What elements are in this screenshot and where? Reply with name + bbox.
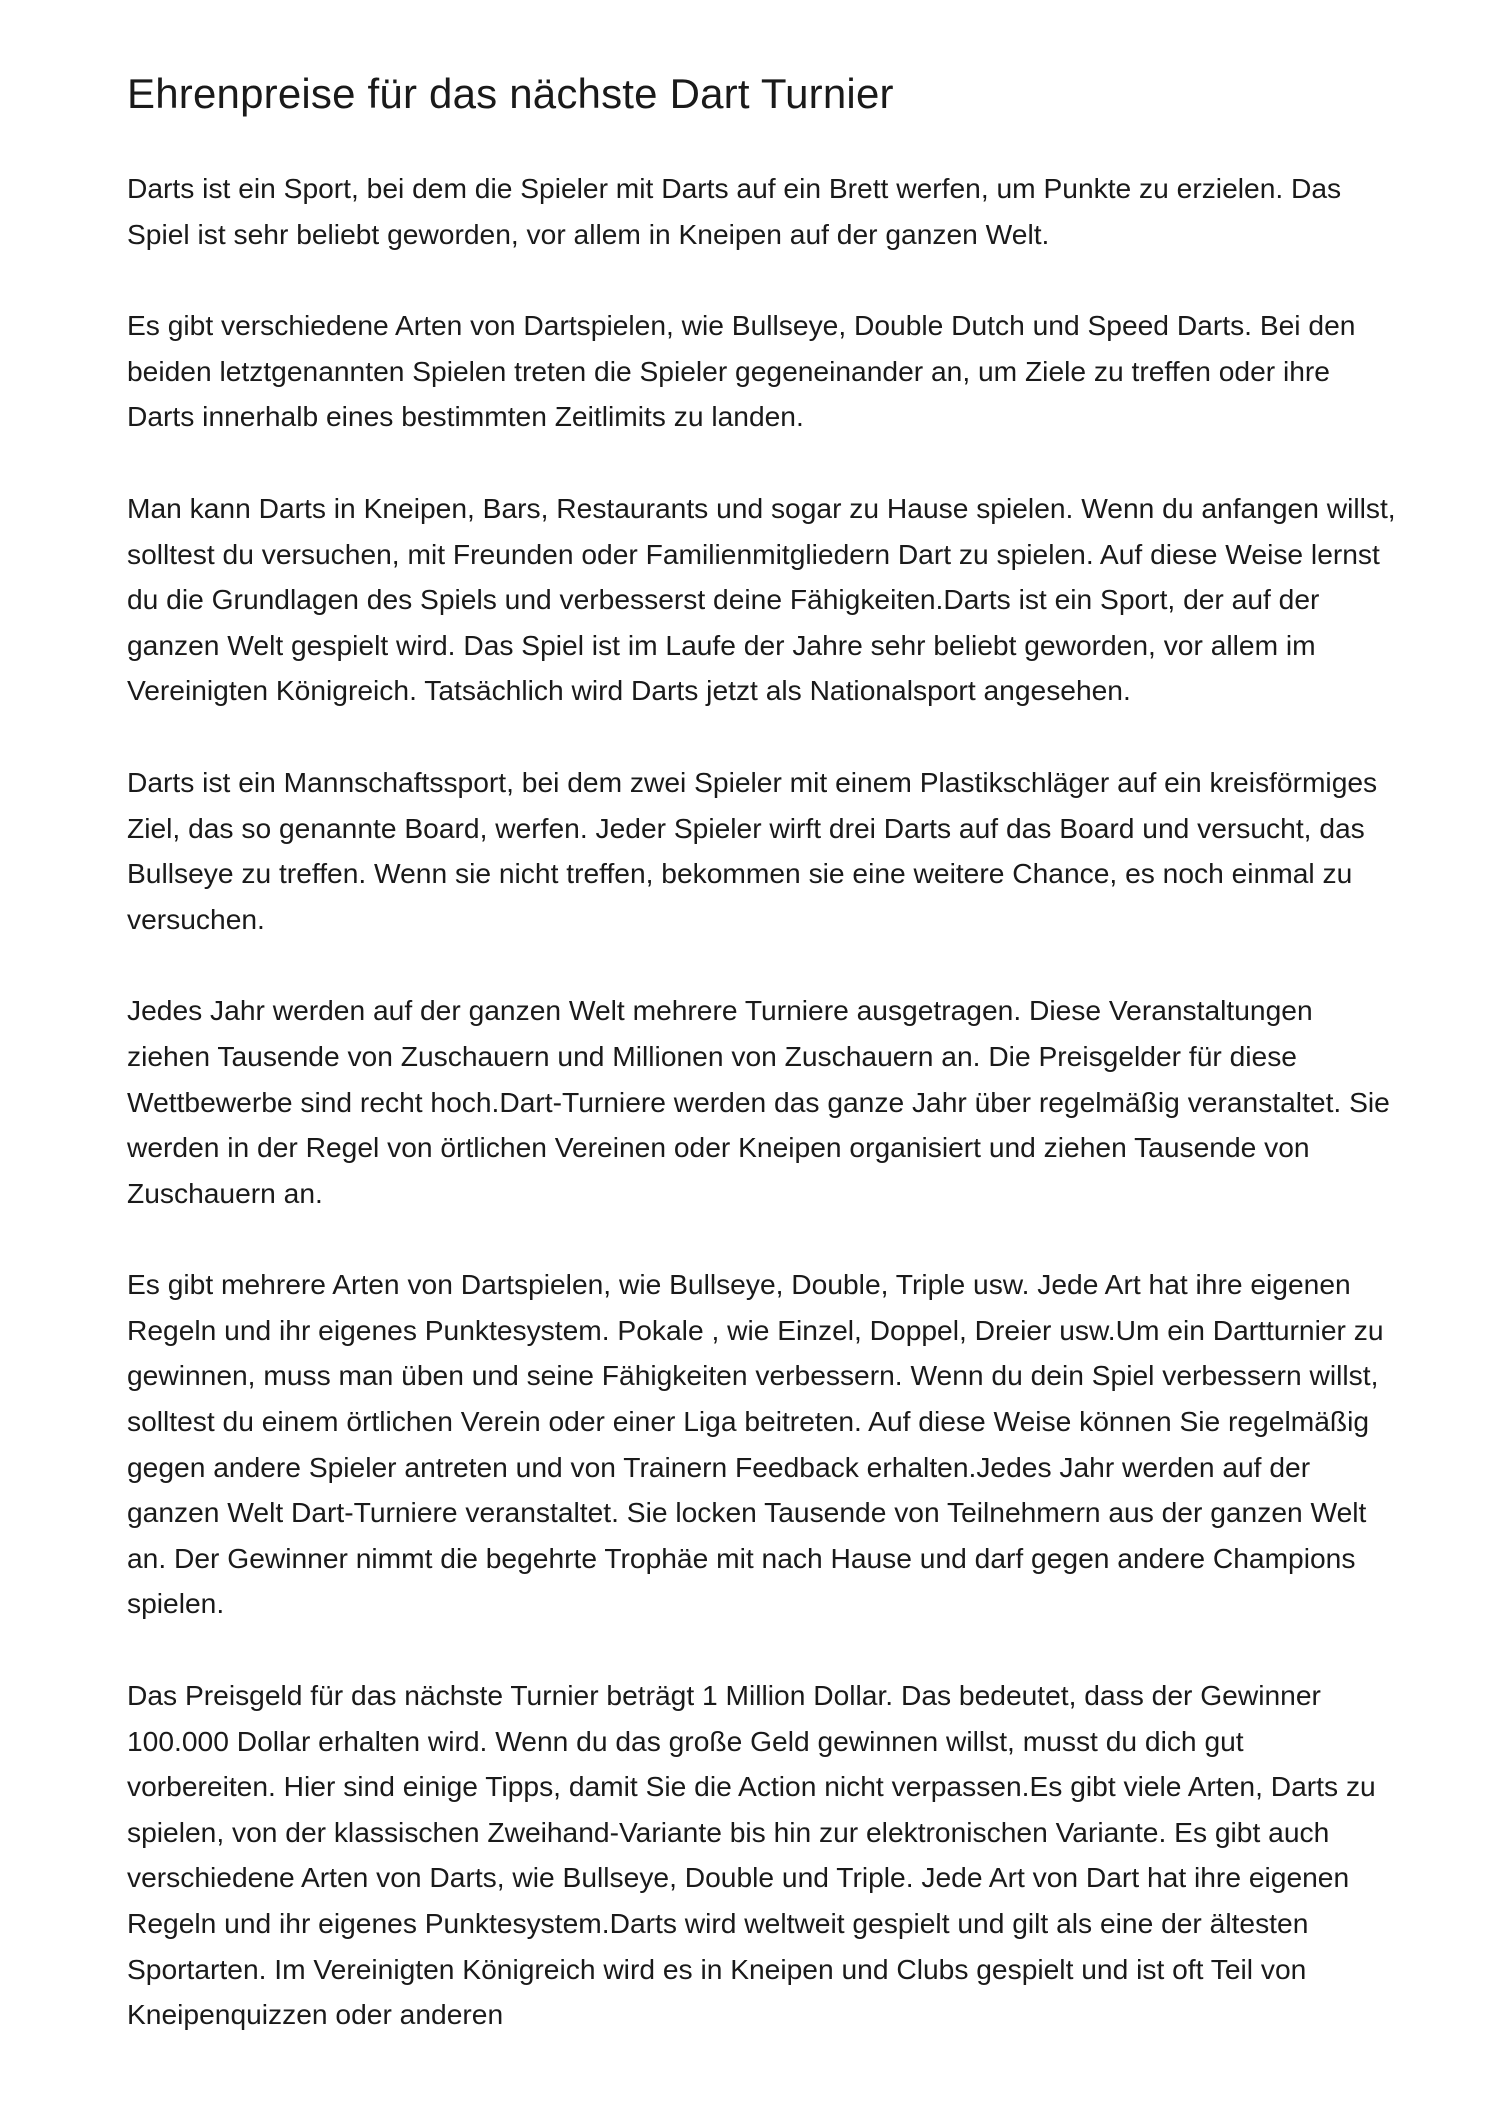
document-title: Ehrenpreise für das nächste Dart Turnier — [127, 70, 894, 117]
paragraph-7: Das Preisgeld für das nächste Turnier beträgt 1 Million Dollar. Das bedeutet, dass der Gewinner 100.000 Dollar erhalten wird. Wenn du das große Geld gewinnen willst, musst du dich gut vorbereiten. Hier sind einige Tipps, damit Sie die Action nicht verpassen.Es gibt viele Arten, Darts zu spielen, von der klassischen Zweihand-Variante bis hin zur elektronischen Variante. Es gibt auch verschiedene Arten von Darts, wie Bullseye, Double und Triple. Jede Art von Dart hat ihre eigenen Regeln und ihr eigenes Punktesystem.Darts wird weltweit gespielt und gilt als eine der ältesten Sportarten. Im Vereinigten Königreich wird es in Kneipen und Clubs gespielt und ist oft Teil von Kneipenquizzen oder anderen — [127, 1679, 1376, 2031]
paragraph-2: Es gibt verschiedene Arten von Dartspielen, wie Bullseye, Double Dutch und Speed Darts. Bei den beiden letztgenannten Spielen treten die Spieler gegeneinander an, um Ziele zu treffen oder ihre Darts innerhalb eines bestimmten Zeitlimits zu landen. — [127, 309, 1356, 433]
paragraph-4: Darts ist ein Mannschaftssport, bei dem zwei Spieler mit einem Plastikschläger auf ein kreisförmiges Ziel, das so genannte Board, werfen. Jeder Spieler wirft drei Darts auf das Board und versucht, das Bullseye zu treffen. Wenn sie nicht treffen, bekommen sie eine weitere Chance, es noch einmal zu versuchen. — [127, 765, 1378, 935]
paragraph-6: Es gibt mehrere Arten von Dartspielen, wie Bullseye, Double, Triple usw. Jede Art hat ihre eigenen Regeln und ihr eigenes Punktesystem. Pokale , wie Einzel, Doppel, Dreier usw.Um ein Dartturnier zu gewinnen, muss man üben und seine Fähigkeiten verbessern. Wenn du dein Spiel verbessern willst, solltest du einem örtlichen Verein oder einer Liga beitreten. Auf diese Weise können Sie regelmäßig gegen andere Spieler antreten und von Trainern Feedback erhalten.Jedes Jahr werden auf der ganzen Welt Dart-Turniere veranstaltet. Sie locken Tausende von Teilnehmern aus der ganzen Welt an. Der Gewinner nimmt die begehrte Trophäe mit nach Hause und darf gegen andere Champions spielen. — [127, 1268, 1384, 1620]
paragraph-1: Darts ist ein Sport, bei dem die Spieler mit Darts auf ein Brett werfen, um Punkte zu erzielen. Das Spiel ist sehr beliebt geworden, vor allem in Kneipen auf der ganzen Welt. — [127, 172, 1342, 250]
document-body — [127, 166, 1397, 2038]
paragraph-3: Man kann Darts in Kneipen, Bars, Restaurants und sogar zu Hause spielen. Wenn du anfangen willst, solltest du versuchen, mit Freunden oder Familienmitgliedern Dart zu spielen. Auf diese Weise lernst du die Grundlagen des Spiels und verbesserst deine Fähigkeiten.Darts ist ein Sport, der auf der ganzen Welt gespielt wird. Das Spiel ist im Laufe der Jahre sehr beliebt geworden, vor allem im Vereinigten Königreich. Tatsächlich wird Darts jetzt als Nationalsport angesehen. — [127, 491, 1396, 707]
paragraph-5: Jedes Jahr werden auf der ganzen Welt mehrere Turniere ausgetragen. Diese Veranstaltungen ziehen Tausende von Zuschauern und Millionen von Zuschauern an. Die Preisgelder für diese Wettbewerbe sind recht hoch.Dart-Turniere werden das ganze Jahr über regelmäßig veranstaltet. Sie werden in der Regel von örtlichen Vereinen oder Kneipen organisiert und ziehen Tausende von Zuschauern an. — [127, 994, 1390, 1209]
document-page — [127, 0, 1397, 2084]
